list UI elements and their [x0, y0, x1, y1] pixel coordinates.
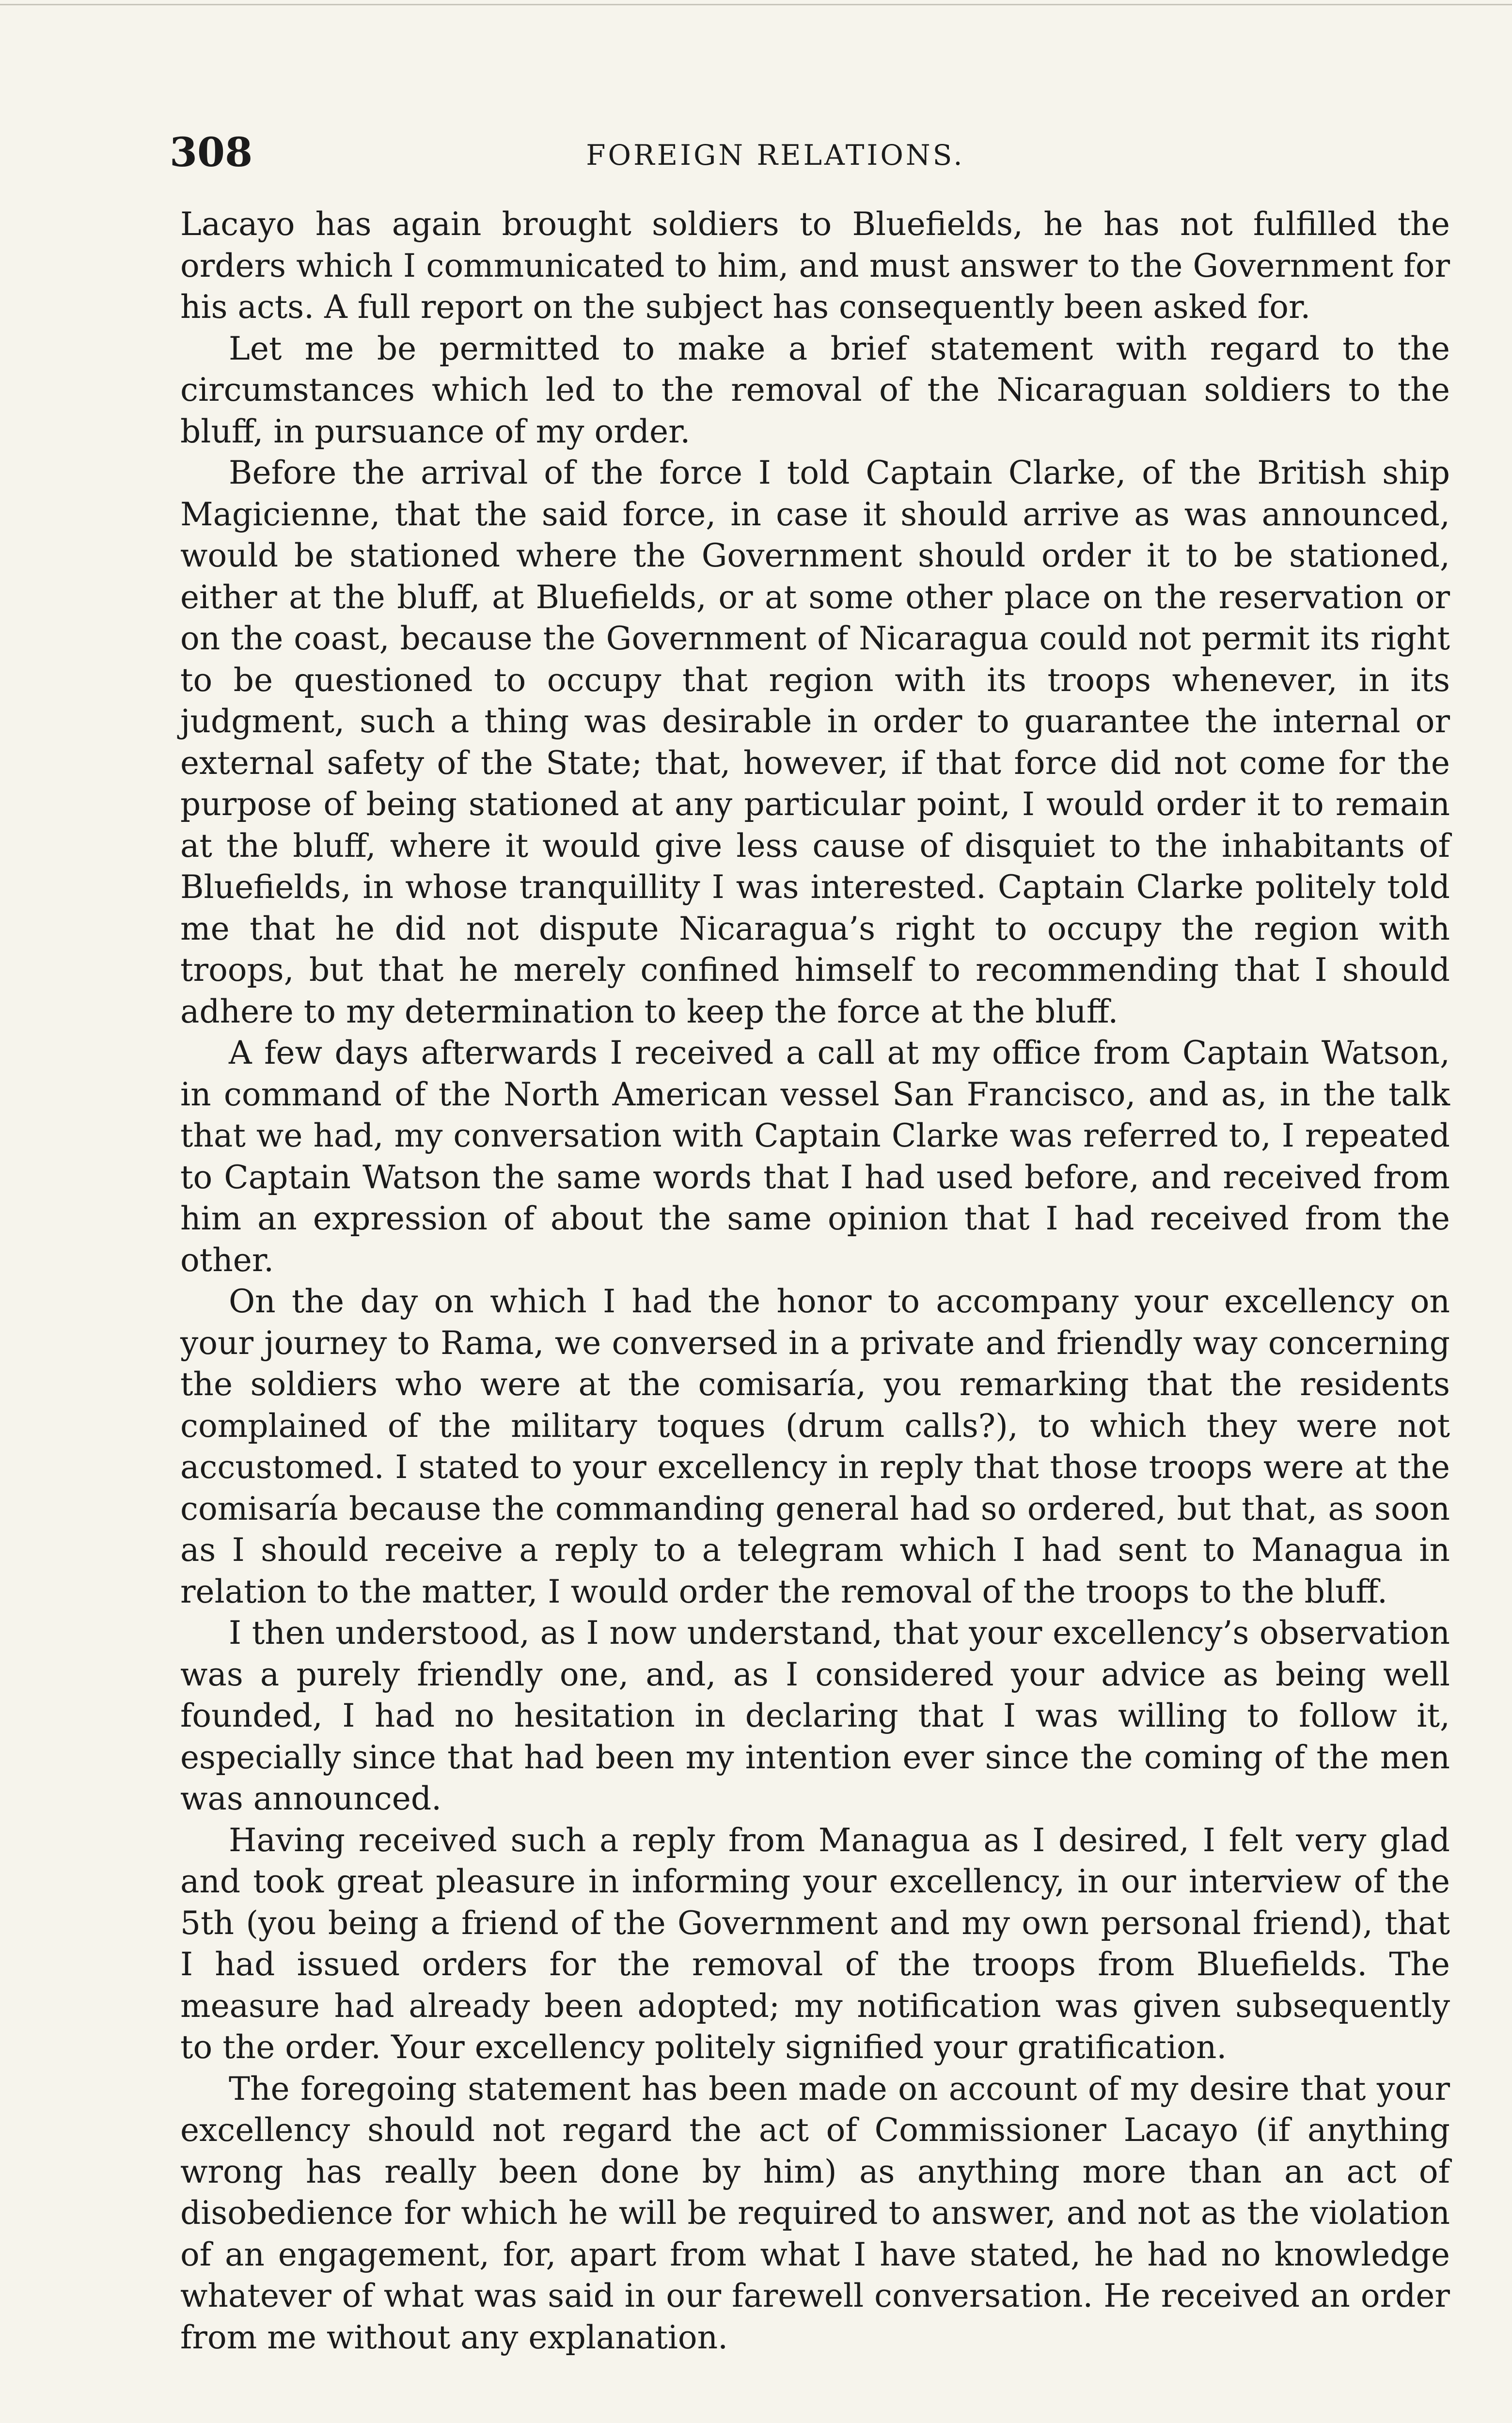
- page-number: 308: [170, 129, 253, 176]
- paragraph-7: Having received such a reply from Managua as I desired, I felt very glad and took great pleasure in informing your excellency, in our interview of the 5th (you being a friend of the Government and my own personal friend), that I had issued orders for the removal of the troops from Bluefields. The measure had already been adopted; my notification was given subsequently to the order. Your excellency politely signified your gratification.: [180, 1821, 1450, 2066]
- paragraph-8: The foregoing statement has been made on account of my desire that your excellency should not regard the act of Commissioner Lacayo (if anything wrong has really been done by him) as anything more than an act of disobedience for which he will be required to answer, and not as the violation of an engagement, for, apart from what I have stated, he had no knowledge whatever of what was said in our farewell conversation. He received an order from me without any explanation.: [180, 2070, 1450, 2356]
- running-head: FOREIGN RELATIONS.: [586, 139, 965, 172]
- paragraph-4: A few days afterwards I received a call at my office from Captain Watson, in command of the North American vessel San Francisco, and as, in the talk that we had, my conversation with Captain Clarke was referred to, I repeated to Captain Watson the same words that I had used before, and received from him an expression of about the same opinion that I had received from the other.: [180, 1034, 1450, 1279]
- paragraph-3: Before the arrival of the force I told Captain Clarke, of the British ship Magicienne, that the said force, in case it should arrive as was announced, would be stationed where the Government should order it to be stationed, either at the bluff, at Bluefields, or at some other place on the reservation or on the coast, because the Government of Nicaragua could not permit its right to be questioned to occupy that region with its troops whenever, in its judgment, such a thing was desirable in order to guarantee the internal or external safety of the State; that, however, if that force did not come for the purpose of being stationed at any particular point, I would order it to remain at the bluff, where it would give less cause of disquiet to the inhabitants of Bluefields, in whose tranquillity I was interested. Captain Clarke politely told me that he did not dispute Nicaragua’s right to occupy the region with troops, but that he merely confined himself to recommending that I should adhere to my determination to keep the force at the bluff.: [180, 454, 1450, 1030]
- paragraph-6: I then understood, as I now understand, that your excellency’s observation was a purely friendly one, and, as I considered your advice as being well founded, I had no hesitation in declaring that I was willing to follow it, especially since that had been my intention ever since the coming of the men was announced.: [180, 1614, 1450, 1817]
- paragraph-2: Let me be permitted to make a brief statement with regard to the circumstances which led to the removal of the Nicaraguan soldiers to the bluff, in pursuance of my order.: [180, 330, 1450, 450]
- page-header: [170, 131, 1454, 174]
- body-text: [180, 204, 1450, 2358]
- top-edge-rule: [0, 4, 1512, 5]
- paragraph-1: Lacayo has again brought soldiers to Bluefields, he has not fulfilled the orders which I communicated to him, and must answer to the Government for his acts. A full report on the subject has consequently been asked for.: [180, 205, 1450, 326]
- paragraph-5: On the day on which I had the honor to accompany your excellency on your journey to Rama, we conversed in a private and friendly way concerning the soldiers who were at the comisaría, you remarking that the residents complained of the military toques (drum calls?), to which they were not accustomed. I stated to your excellency in reply that those troops were at the comisaría because the commanding general had so ordered, but that, as soon as I should receive a reply to a telegram which I had sent to Managua in relation to the matter, I would order the removal of the troops to the bluff.: [180, 1283, 1450, 1610]
